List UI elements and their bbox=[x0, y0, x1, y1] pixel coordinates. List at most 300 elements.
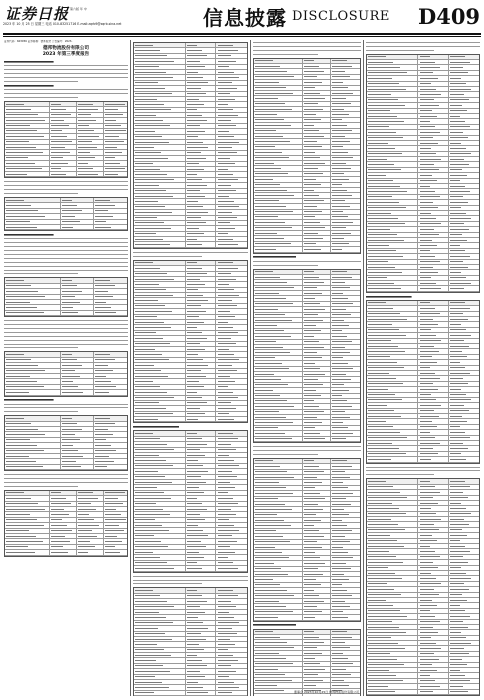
table-cell bbox=[332, 530, 352, 531]
text-line bbox=[253, 453, 318, 456]
table-cell bbox=[95, 307, 111, 308]
table-cell bbox=[255, 314, 285, 315]
table-cell bbox=[218, 115, 238, 116]
table-cell bbox=[332, 173, 344, 174]
table-cell bbox=[62, 429, 82, 430]
table-cell bbox=[255, 298, 286, 299]
table-cell bbox=[420, 132, 440, 133]
table-cell bbox=[218, 93, 230, 94]
table-cell bbox=[368, 670, 389, 671]
table-cell bbox=[51, 498, 66, 499]
table-cell bbox=[368, 175, 386, 176]
table-row bbox=[134, 242, 247, 247]
table-cell bbox=[332, 482, 343, 483]
table-cell bbox=[368, 335, 406, 336]
table-cell bbox=[135, 633, 165, 634]
text-line bbox=[366, 45, 480, 48]
table-cell bbox=[420, 448, 433, 449]
table-cell bbox=[332, 637, 352, 638]
table-cell bbox=[332, 368, 353, 369]
table-cell bbox=[218, 433, 233, 434]
text-line bbox=[253, 49, 361, 52]
table-cell bbox=[187, 397, 202, 398]
table-cell bbox=[332, 238, 344, 239]
table-cell bbox=[304, 141, 317, 142]
table-cell bbox=[187, 546, 206, 547]
table-cell bbox=[6, 141, 29, 142]
table-cell bbox=[135, 131, 155, 132]
table-cell bbox=[450, 529, 462, 530]
table-cell bbox=[135, 174, 167, 175]
table-cell bbox=[368, 432, 400, 433]
table-cell bbox=[255, 547, 275, 548]
table-cell bbox=[420, 616, 435, 617]
table-cell bbox=[332, 536, 345, 537]
table-cell bbox=[420, 421, 432, 422]
table-cell bbox=[255, 282, 287, 283]
table-cell bbox=[6, 376, 30, 377]
table-cell bbox=[135, 228, 171, 229]
table-cell bbox=[51, 525, 67, 526]
table-cell bbox=[95, 445, 111, 446]
table-cell bbox=[368, 535, 390, 536]
section-title-english: DISCLOSURE bbox=[292, 9, 390, 24]
section-title: 信息披露 bbox=[203, 6, 287, 30]
table-cell bbox=[368, 56, 386, 57]
table-cell bbox=[368, 288, 401, 289]
table-cell bbox=[420, 335, 436, 336]
table-cell bbox=[332, 379, 351, 380]
table-cell bbox=[304, 504, 318, 505]
table-cell bbox=[304, 352, 317, 353]
table-cell bbox=[187, 460, 198, 461]
table-cell bbox=[62, 285, 77, 286]
table-cell bbox=[105, 157, 115, 158]
column-1-body bbox=[4, 60, 128, 557]
table-cell bbox=[187, 590, 197, 591]
table-cell bbox=[95, 450, 116, 451]
table-cell bbox=[187, 201, 198, 202]
table-cell bbox=[218, 142, 239, 143]
table-cell bbox=[218, 99, 235, 100]
table-cell bbox=[304, 114, 316, 115]
table-cell bbox=[187, 639, 206, 640]
text-line bbox=[253, 445, 361, 448]
table-cell bbox=[135, 50, 160, 51]
table-cell bbox=[368, 272, 402, 273]
table-cell bbox=[51, 147, 65, 148]
table-cell bbox=[255, 109, 292, 110]
table-cell bbox=[304, 320, 323, 321]
table-cell bbox=[187, 222, 206, 223]
text-line bbox=[133, 255, 202, 258]
table-cell bbox=[450, 426, 460, 427]
table-cell bbox=[420, 513, 436, 514]
data-table bbox=[4, 415, 128, 471]
table-cell bbox=[304, 379, 318, 380]
newspaper-logo: 证券日报 bbox=[5, 5, 70, 23]
table-cell bbox=[304, 146, 322, 147]
table-cell bbox=[368, 313, 400, 314]
table-cell bbox=[450, 410, 469, 411]
table-cell bbox=[135, 482, 172, 483]
table-cell bbox=[368, 648, 405, 649]
table-cell bbox=[368, 686, 388, 687]
table-cell bbox=[368, 78, 392, 79]
table-cell bbox=[368, 567, 388, 568]
table-cell bbox=[304, 374, 325, 375]
table-cell bbox=[420, 67, 440, 68]
table-cell bbox=[95, 376, 106, 377]
table-cell bbox=[332, 211, 343, 212]
table-cell bbox=[332, 568, 351, 569]
footer-note: 董事会 2023年10月25日 德邦物流股份有限公司 bbox=[294, 690, 360, 694]
table-cell bbox=[368, 99, 398, 100]
table-cell bbox=[255, 590, 287, 591]
table-cell bbox=[304, 287, 317, 288]
table-cell bbox=[368, 202, 399, 203]
table-cell bbox=[187, 152, 201, 153]
table-cell bbox=[332, 93, 353, 94]
table-cell bbox=[6, 280, 24, 281]
table-cell bbox=[218, 136, 234, 137]
table-cell bbox=[304, 520, 321, 521]
table-cell bbox=[450, 99, 469, 100]
table-cell bbox=[187, 419, 198, 420]
table-cell bbox=[6, 445, 37, 446]
table-cell bbox=[420, 394, 431, 395]
table-row bbox=[5, 390, 127, 395]
data-table bbox=[133, 587, 248, 696]
table-cell bbox=[6, 429, 38, 430]
table-cell bbox=[304, 563, 325, 564]
table-cell bbox=[95, 205, 115, 206]
table-cell bbox=[135, 316, 157, 317]
table-cell bbox=[6, 221, 30, 222]
table-cell bbox=[255, 400, 287, 401]
table-cell bbox=[450, 437, 470, 438]
table-cell bbox=[218, 557, 228, 558]
table-cell bbox=[187, 338, 207, 339]
table-cell bbox=[368, 126, 389, 127]
table-cell bbox=[368, 137, 403, 138]
table-cell bbox=[62, 418, 72, 419]
table-cell bbox=[78, 509, 96, 510]
table-cell bbox=[368, 594, 401, 595]
table-cell bbox=[135, 381, 153, 382]
table-cell bbox=[332, 674, 351, 675]
table-cell bbox=[450, 686, 463, 687]
text-line bbox=[4, 272, 78, 275]
table-cell bbox=[304, 642, 324, 643]
table-cell bbox=[450, 513, 471, 514]
table-cell bbox=[6, 312, 44, 313]
table-cell bbox=[218, 628, 232, 629]
text-line bbox=[4, 477, 128, 480]
table-cell bbox=[255, 541, 290, 542]
table-cell bbox=[450, 191, 470, 192]
table-cell bbox=[62, 376, 80, 377]
table-cell bbox=[6, 354, 24, 355]
table-cell bbox=[95, 439, 106, 440]
table-cell bbox=[450, 394, 466, 395]
table-cell bbox=[255, 352, 290, 353]
table-cell bbox=[218, 449, 236, 450]
data-table bbox=[4, 197, 128, 231]
table-cell bbox=[187, 305, 201, 306]
table-cell bbox=[95, 418, 110, 419]
table-cell bbox=[105, 536, 117, 537]
table-cell bbox=[6, 174, 27, 175]
text-line bbox=[4, 68, 128, 71]
table-cell bbox=[187, 99, 199, 100]
table-cell bbox=[332, 233, 351, 234]
table-cell bbox=[218, 88, 237, 89]
table-cell bbox=[332, 249, 342, 250]
table-cell bbox=[255, 249, 276, 250]
table-cell bbox=[218, 262, 233, 263]
table-cell bbox=[450, 519, 464, 520]
table-cell bbox=[187, 322, 204, 323]
report-name: 2023 年第三季度报告 bbox=[42, 52, 90, 57]
table-cell bbox=[62, 210, 82, 211]
table-cell bbox=[420, 159, 441, 160]
table-cell bbox=[187, 509, 207, 510]
table-cell bbox=[105, 174, 118, 175]
table-cell bbox=[450, 288, 464, 289]
table-cell bbox=[187, 438, 202, 439]
table-cell bbox=[218, 546, 230, 547]
text-line bbox=[366, 466, 480, 469]
table-cell bbox=[51, 541, 70, 542]
table-cell bbox=[420, 351, 439, 352]
table-cell bbox=[6, 439, 30, 440]
table-cell bbox=[95, 456, 109, 457]
table-cell bbox=[187, 449, 200, 450]
text-line bbox=[4, 319, 128, 322]
table-cell bbox=[135, 158, 168, 159]
table-cell bbox=[187, 514, 200, 515]
table-row bbox=[5, 311, 127, 316]
table-cell bbox=[332, 595, 352, 596]
table-cell bbox=[187, 158, 206, 159]
table-cell bbox=[62, 307, 73, 308]
table-cell bbox=[450, 578, 471, 579]
table-cell bbox=[332, 611, 343, 612]
table-cell bbox=[450, 616, 470, 617]
table-cell bbox=[450, 218, 471, 219]
column-4-body bbox=[366, 41, 480, 696]
table-cell bbox=[218, 268, 238, 269]
table-cell bbox=[450, 373, 470, 374]
table-cell bbox=[51, 152, 70, 153]
table-cell bbox=[105, 114, 123, 115]
table-cell bbox=[450, 562, 468, 563]
table-cell bbox=[255, 130, 276, 131]
table-cell bbox=[450, 335, 471, 336]
table-cell bbox=[218, 376, 230, 377]
table-cell bbox=[187, 476, 201, 477]
table-cell bbox=[187, 115, 202, 116]
table-cell bbox=[368, 546, 404, 547]
table-cell bbox=[187, 228, 199, 229]
table-cell bbox=[135, 601, 167, 602]
table-cell bbox=[420, 540, 437, 541]
table-cell bbox=[332, 417, 350, 418]
table-cell bbox=[304, 514, 316, 515]
table-cell bbox=[187, 109, 197, 110]
table-cell bbox=[450, 223, 464, 224]
table-cell bbox=[420, 367, 430, 368]
text-line bbox=[253, 41, 361, 44]
table-cell bbox=[255, 206, 286, 207]
table-cell bbox=[304, 168, 318, 169]
table-cell bbox=[187, 190, 200, 191]
table-cell bbox=[420, 186, 430, 187]
table-cell bbox=[187, 562, 197, 563]
table-cell bbox=[187, 354, 198, 355]
table-cell bbox=[6, 370, 45, 371]
section-heading bbox=[4, 233, 128, 236]
table-cell bbox=[450, 245, 460, 246]
report-company: 德邦物流股份有限公司 bbox=[43, 46, 89, 51]
table-cell bbox=[420, 329, 431, 330]
text-line bbox=[4, 331, 128, 334]
table-cell bbox=[105, 120, 116, 121]
table-cell bbox=[304, 87, 315, 88]
table-cell bbox=[135, 61, 174, 62]
table-cell bbox=[135, 444, 167, 445]
table-cell bbox=[135, 349, 155, 350]
table-cell bbox=[420, 664, 432, 665]
table-cell bbox=[304, 66, 319, 67]
text-line bbox=[4, 192, 78, 195]
table-cell bbox=[332, 590, 347, 591]
table-cell bbox=[51, 530, 72, 531]
table-cell bbox=[78, 125, 89, 126]
table-row bbox=[367, 286, 479, 291]
table-cell bbox=[450, 405, 464, 406]
table-cell bbox=[420, 272, 438, 273]
table-cell bbox=[332, 125, 347, 126]
data-table bbox=[253, 269, 361, 444]
table-cell bbox=[368, 164, 394, 165]
table-cell bbox=[450, 110, 467, 111]
table-cell bbox=[187, 530, 203, 531]
table-cell bbox=[218, 455, 229, 456]
table-cell bbox=[135, 284, 159, 285]
table-cell bbox=[218, 338, 231, 339]
table-cell bbox=[255, 71, 287, 72]
table-cell bbox=[6, 536, 36, 537]
table-cell bbox=[6, 418, 24, 419]
table-cell bbox=[255, 136, 283, 137]
table-cell bbox=[332, 119, 342, 120]
table-cell bbox=[62, 291, 82, 292]
table-cell bbox=[218, 444, 231, 445]
table-cell bbox=[255, 243, 291, 244]
table-cell bbox=[332, 71, 345, 72]
table-cell bbox=[135, 492, 164, 493]
table-cell bbox=[105, 152, 122, 153]
table-cell bbox=[368, 637, 391, 638]
table-cell bbox=[304, 341, 319, 342]
table-cell bbox=[304, 406, 319, 407]
table-cell bbox=[105, 519, 126, 520]
table-cell bbox=[135, 665, 163, 666]
table-cell bbox=[51, 536, 65, 537]
table-cell bbox=[218, 120, 231, 121]
table-cell bbox=[187, 289, 198, 290]
table-cell bbox=[6, 285, 31, 286]
table-cell bbox=[332, 341, 352, 342]
data-table bbox=[4, 351, 128, 396]
table-cell bbox=[304, 109, 323, 110]
data-table bbox=[133, 260, 248, 424]
table-cell bbox=[95, 216, 113, 217]
table-cell bbox=[218, 408, 236, 409]
table-cell bbox=[218, 438, 238, 439]
table-cell bbox=[450, 272, 461, 273]
table-cell bbox=[304, 574, 323, 575]
table-cell bbox=[218, 327, 233, 328]
data-table bbox=[133, 42, 248, 249]
table-cell bbox=[105, 168, 125, 169]
table-cell bbox=[255, 520, 284, 521]
table-cell bbox=[332, 579, 349, 580]
table-cell bbox=[51, 168, 61, 169]
table-cell bbox=[304, 249, 321, 250]
table-cell bbox=[218, 212, 232, 213]
table-cell bbox=[450, 546, 465, 547]
table-cell bbox=[187, 279, 200, 280]
table-cell bbox=[187, 300, 208, 301]
table-cell bbox=[255, 466, 280, 467]
table-cell bbox=[218, 169, 228, 170]
table-cell bbox=[304, 76, 317, 77]
table-cell bbox=[332, 103, 351, 104]
table-cell bbox=[420, 62, 435, 63]
table-cell bbox=[450, 443, 463, 444]
table-cell bbox=[135, 386, 160, 387]
table-cell bbox=[187, 343, 200, 344]
table-cell bbox=[6, 519, 37, 520]
table-cell bbox=[255, 347, 283, 348]
table-cell bbox=[332, 395, 342, 396]
table-cell bbox=[105, 104, 125, 105]
table-cell bbox=[450, 324, 461, 325]
table-cell bbox=[255, 379, 281, 380]
table-cell bbox=[135, 682, 162, 683]
text-line bbox=[4, 261, 128, 264]
table-cell bbox=[332, 514, 349, 515]
table-cell bbox=[368, 132, 396, 133]
table-cell bbox=[304, 157, 320, 158]
column-divider bbox=[363, 40, 364, 696]
text-line bbox=[4, 180, 128, 183]
report-header bbox=[4, 46, 128, 58]
table-cell bbox=[255, 152, 282, 153]
table-cell bbox=[304, 674, 318, 675]
table-cell bbox=[78, 536, 97, 537]
table-cell bbox=[420, 481, 430, 482]
table-cell bbox=[218, 343, 236, 344]
table-cell bbox=[255, 631, 273, 632]
text-line bbox=[4, 253, 128, 256]
table-cell bbox=[420, 72, 433, 73]
table-cell bbox=[304, 325, 316, 326]
table-cell bbox=[51, 509, 64, 510]
